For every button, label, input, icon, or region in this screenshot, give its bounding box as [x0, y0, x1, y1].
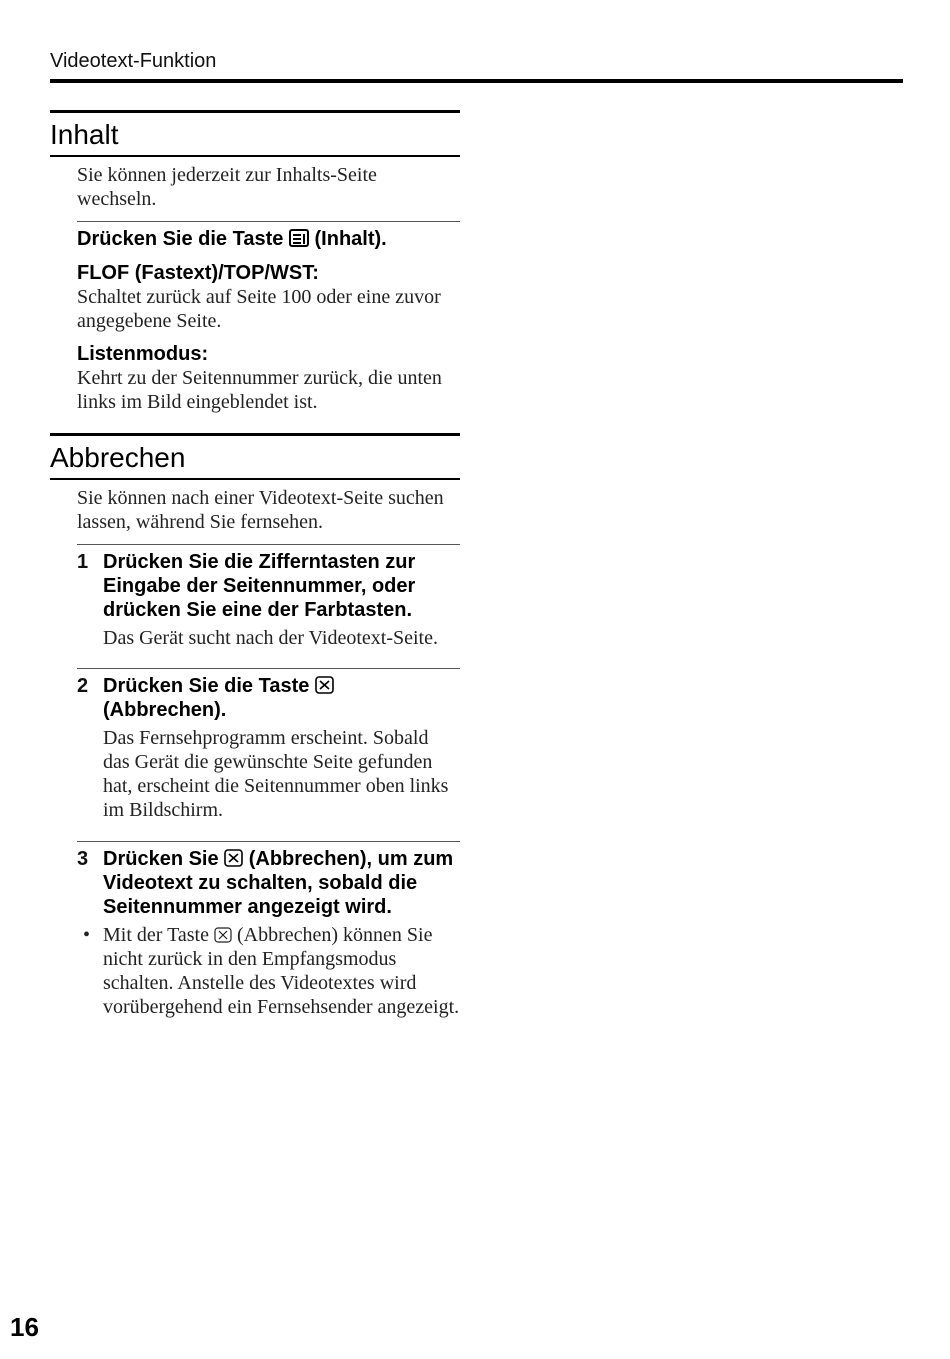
step-number: 2 — [77, 675, 89, 697]
divider — [77, 668, 460, 669]
section-title-inhalt: Inhalt — [50, 119, 119, 150]
instruction-text-post: (Inhalt). — [314, 228, 387, 250]
running-header-title: Videotext-Funktion — [50, 50, 217, 72]
index-button-icon — [289, 229, 309, 247]
step-heading: Drücken Sie die Zifferntasten zur Eingabe der Seitennummer, oder drücken Sie eine der Farbtasten. — [103, 551, 416, 621]
list-mode-label: Listenmodus: — [77, 343, 209, 365]
section-top-rule — [50, 110, 460, 113]
section-intro: Sie können nach einer Videotext-Seite suchen lassen, während Sie fernsehen. — [77, 487, 444, 533]
section-abbrechen — [50, 433, 460, 1019]
bullet-note — [83, 923, 460, 1019]
section-title-abbrechen: Abbrechen — [50, 442, 186, 473]
instruction-text-pre: Drücken Sie die Taste — [77, 228, 284, 250]
flof-text: Schaltet zurück auf Seite 100 oder eine zuvor angegebene Seite. — [77, 286, 441, 332]
bullet-text-pre: Mit der Taste — [103, 924, 209, 946]
header-rule — [50, 79, 903, 83]
section-intro: Sie können jederzeit zur Inhalts-Seite wechseln. — [77, 164, 377, 210]
cancel-button-icon — [214, 927, 232, 943]
cancel-button-icon — [224, 849, 243, 867]
step-1 — [77, 550, 460, 650]
page-number: 16 — [10, 1312, 39, 1342]
section-top-rule — [50, 433, 460, 436]
step-heading-post: (Abbrechen). — [103, 699, 227, 721]
step-heading-post: (Abbrechen), um zum Videotext zu schalten, sobald die Seitennummer angezeigt wird. — [103, 848, 454, 918]
step-heading — [103, 674, 460, 722]
divider — [77, 221, 460, 222]
section-bottom-rule — [50, 478, 460, 480]
section-bottom-rule — [50, 155, 460, 157]
main-column — [50, 110, 460, 1019]
bullet-dot: • — [83, 924, 91, 946]
step-number: 3 — [77, 848, 89, 870]
step-heading-pre: Drücken Sie die Taste — [103, 675, 310, 697]
bullet-text-post: (Abbrechen) können Sie nicht zurück in den Empfangsmodus schalten. Anstelle des Videotextes wird vorübergehend ein Fernsehsender angezeigt. — [103, 924, 460, 1018]
step-number: 1 — [77, 551, 89, 573]
index-instruction — [77, 227, 460, 251]
divider — [77, 544, 460, 545]
step-2 — [77, 674, 460, 822]
step-body: Das Fernsehprogramm erscheint. Sobald das Gerät die gewünschte Seite gefunden hat, erscheint die Seitennummer oben links im Bildschirm. — [103, 727, 449, 821]
flof-label: FLOF (Fastext)/TOP/WST: — [77, 262, 319, 284]
step-heading-pre: Drücken Sie — [103, 848, 219, 870]
section-inhalt — [50, 110, 460, 414]
step-heading — [103, 847, 460, 919]
step-body: Das Gerät sucht nach der Videotext-Seite. — [103, 627, 438, 649]
step-3 — [77, 847, 460, 919]
cancel-button-icon — [315, 676, 334, 694]
list-mode-text: Kehrt zu der Seitennummer zurück, die unten links im Bild eingeblendet ist. — [77, 367, 442, 413]
divider — [77, 841, 460, 842]
